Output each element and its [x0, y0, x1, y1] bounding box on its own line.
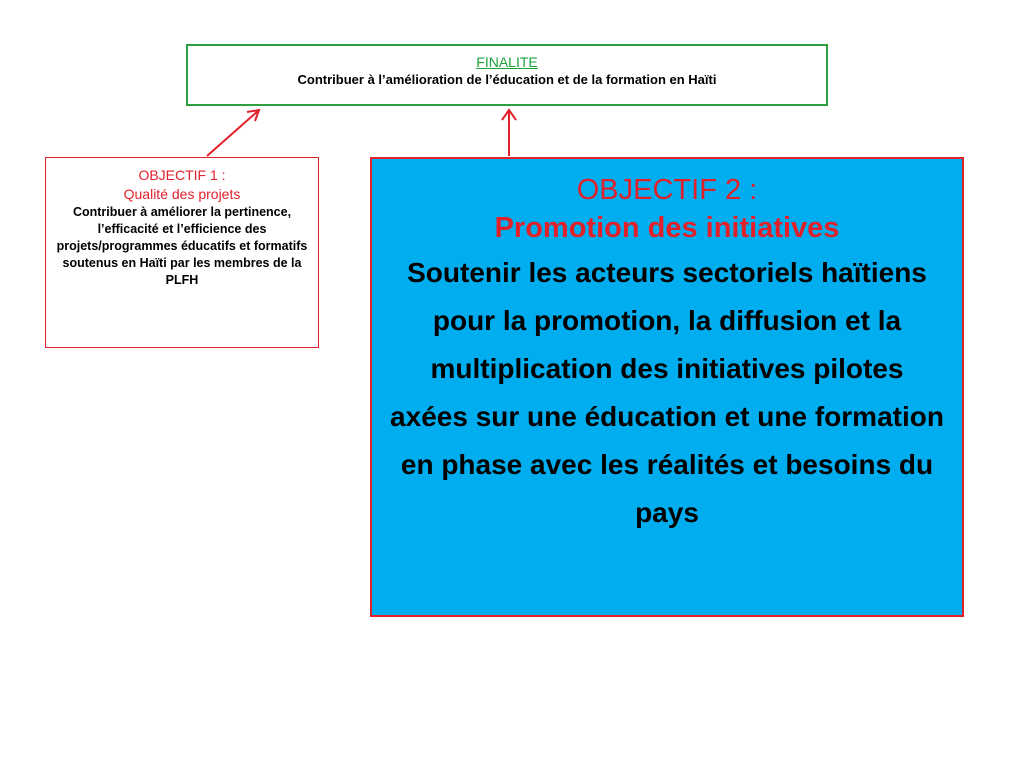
arrow-objectif1-to-finalite: [207, 110, 259, 156]
objectif2-name: Promotion des initiatives: [494, 212, 840, 244]
objectif2-text: Soutenir les acteurs sectoriels haïtiens pour la promotion, la diffusion et la multiplication des initiatives pilotes axées sur une éducation et une formation en phase avec les réalités et besoins du pays: [390, 257, 944, 528]
objectif1-text: Contribuer à améliorer la pertinence, l’efficacité et l’efficience des projets/programmes éducatifs et formatifs soutenus en Haïti par les membres de la PLFH: [56, 205, 308, 287]
finalite-box: [186, 44, 828, 106]
objectif2-label: OBJECTIF 2 :: [576, 174, 758, 206]
objectif1-box: [45, 157, 319, 348]
arrow-objectif2-to-finalite: [502, 110, 516, 156]
objectif2-box: [370, 157, 964, 617]
finalite-text: Contribuer à l’amélioration de l’éducation et de la formation en Haïti: [297, 72, 717, 87]
objectif1-label: OBJECTIF 1 :: [138, 167, 226, 183]
objectif1-name: Qualité des projets: [123, 186, 241, 202]
finalite-title: FINALITE: [476, 54, 538, 70]
